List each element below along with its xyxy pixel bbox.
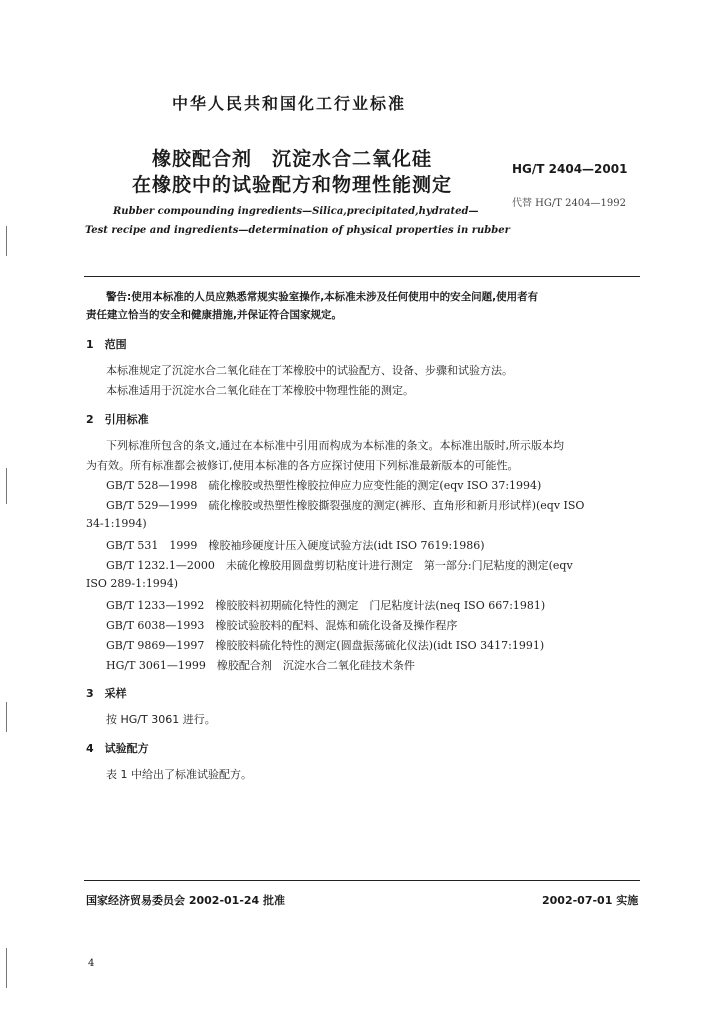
effective-date: 2002-07-01 实施	[542, 894, 639, 907]
scan-margin-mark	[6, 948, 7, 988]
reference-item: GB/T 529—1999 硫化橡胶或热塑性橡胶撕裂强度的测定(裤形、直角形和新月形试样)(eqv ISO	[106, 499, 585, 512]
warning-line2: 责任建立恰当的安全和健康措施,并保证符合国家规定。	[86, 309, 342, 321]
scan-margin-mark	[6, 702, 7, 732]
reference-item: GB/T 531 1999 橡胶袖珍硬度计压入硬度试验方法(idt ISO 7619:1986)	[106, 539, 485, 552]
replaced-standard: 代替 HG/T 2404—1992	[512, 198, 627, 209]
document-title-zh-line1: 橡胶配合剂 沉淀水合二氧化硅	[152, 148, 433, 170]
industry-standard-title: 中华人民共和国化工行业标准	[172, 94, 407, 113]
document-title-en-line2: Test recipe and ingredients—determination of physical properties in rubber	[85, 225, 510, 236]
reference-item: HG/T 3061—1999 橡胶配合剂 沉淀水合二氧化硅技术条件	[106, 659, 415, 672]
reference-item-continuation: 34-1:1994)	[86, 517, 147, 530]
page-number: 4	[88, 958, 95, 969]
references-intro-line1: 下列标准所包含的条文,通过在本标准中引用而构成为本标准的条文。本标准出版时,所示版本均	[106, 439, 564, 452]
header-divider	[84, 276, 640, 277]
reference-item: GB/T 1233—1992 橡胶胶料初期硫化特性的测定 门尼粘度计法(neq ISO 667:1981)	[106, 599, 546, 612]
scan-margin-mark	[6, 468, 7, 504]
approval-date: 国家经济贸易委员会 2002-01-24 批准	[86, 894, 286, 907]
section-heading-sampling: 3 采样	[86, 687, 127, 700]
section-heading-references: 2 引用标准	[86, 413, 149, 426]
scope-paragraph-1: 本标准规定了沉淀水合二氧化硅在丁苯橡胶中的试验配方、设备、步骤和试验方法。	[106, 364, 513, 377]
footer-divider	[84, 880, 640, 881]
section-heading-scope: 1 范围	[86, 338, 127, 351]
scan-margin-mark	[6, 226, 7, 256]
test-recipe-paragraph: 表 1 中给出了标准试验配方。	[106, 768, 252, 781]
reference-item-continuation: ISO 289-1:1994)	[86, 577, 179, 590]
scope-paragraph-2: 本标准适用于沉淀水合二氧化硅在丁苯橡胶中物理性能的测定。	[106, 384, 414, 397]
reference-item: GB/T 528—1998 硫化橡胶或热塑性橡胶拉伸应力应变性能的测定(eqv ISO 37:1994)	[106, 479, 542, 492]
document-title-zh-line2: 在橡胶中的试验配方和物理性能测定	[132, 174, 453, 196]
standard-number: HG/T 2404—2001	[512, 162, 628, 176]
warning-line1: 警告:使用本标准的人员应熟悉常规实验室操作,本标准未涉及任何使用中的安全问题,使用者有	[106, 291, 539, 303]
document-title-en-line1: Rubber compounding ingredients—Silica,precipitated,hydrated—	[113, 206, 479, 217]
reference-item: GB/T 1232.1—2000 未硫化橡胶用圆盘剪切粘度计进行测定 第一部分:门尼粘度的测定(eqv	[106, 559, 573, 572]
section-heading-test-recipe: 4 试验配方	[86, 742, 149, 755]
reference-item: GB/T 9869—1997 橡胶胶料硫化特性的测定(圆盘振荡硫化仪法)(idt ISO 3417:1991)	[106, 639, 545, 652]
reference-item: GB/T 6038—1993 橡胶试验胶料的配料、混炼和硫化设备及操作程序	[106, 619, 458, 632]
sampling-paragraph: 按 HG/T 3061 进行。	[106, 713, 216, 726]
references-intro-line2: 为有效。所有标准都会被修订,使用本标准的各方应探讨使用下列标准最新版本的可能性。	[86, 459, 519, 472]
